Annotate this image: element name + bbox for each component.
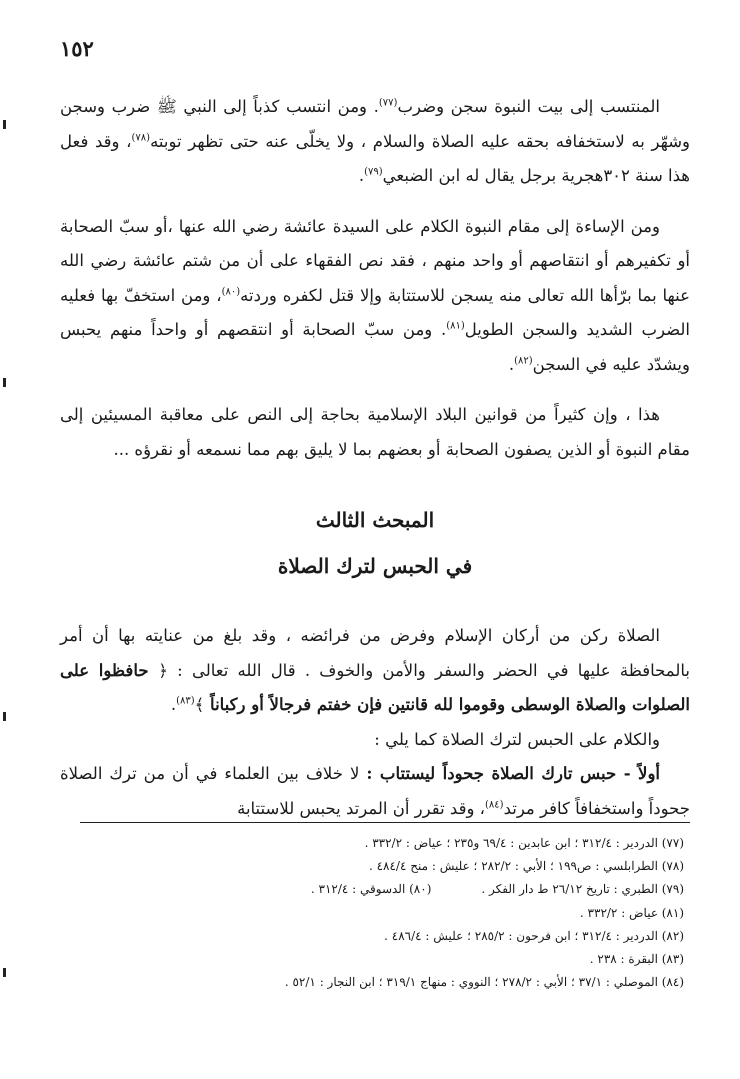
footnote <box>124 832 684 855</box>
section-heading: المبحث الثالث <box>315 508 435 532</box>
section-subheading: في الحبس لترك الصلاة <box>277 554 473 578</box>
text-run: المنتسب إلى بيت النبوة سجن وضرب <box>397 97 660 116</box>
footnote-text: البقرة : ٢٣٨ . <box>589 952 658 967</box>
text-run: . <box>358 166 365 185</box>
text-run: الصلاة ركن من أركان الإسلام وفرض من فرائضه ، وقد بلغ من عنايته بها أن أمر بالمحافظة عليها في الحضر والسفر والأمن والخوف . قال الله تعالى : ﴿ <box>60 626 690 680</box>
footnote-ref[interactable]: (٨٠) <box>221 286 241 297</box>
footnote-ref[interactable]: (٧٩) <box>364 166 383 178</box>
footnote-text: الطرابلسي : ص١٩٩ ؛ الأبي : ٢٨٢/٢ ؛ عليش : منح ٤٨٤/٤ . <box>368 859 658 874</box>
text-run: ، وقد تقرر أن المرتد يحبس للاستتابة <box>237 798 486 818</box>
text-run: . <box>170 695 177 714</box>
text-run: ، ومن استخفّ بها فعليه الضرب الشديد والسجن الطويل <box>60 285 690 339</box>
text-run: . ومن سبّ الصحابة أو انتقصهم أو واحداً منهم يحبس ويشدّد عليه في السجن <box>60 320 690 374</box>
footnote-number: (٨٤) <box>661 975 684 990</box>
footnote <box>124 925 684 948</box>
margin-mark <box>3 712 6 721</box>
footnote-ref[interactable]: (٨٢) <box>514 355 533 366</box>
footnote-ref[interactable]: (٧٨) <box>131 132 151 143</box>
subsection-lead: أولاً - حبس تارك الصلاة جحوداً ليستتاب : <box>366 764 661 783</box>
footnote <box>124 902 684 925</box>
book-page <box>60 28 690 1058</box>
footnote <box>124 971 684 994</box>
body-text <box>60 90 690 826</box>
text-run: ، وقد فعل هذا سنة ٣٠٢هجرية برجل يقال له ابن الضبعي <box>60 131 690 185</box>
text-run: ﴾ <box>194 695 205 714</box>
footnote-number: (٧٩) <box>661 882 684 897</box>
margin-mark <box>3 968 6 977</box>
page-number: ١٥٢ <box>60 36 94 61</box>
footnote-number: (٧٧) <box>661 836 684 850</box>
footnote-ref[interactable]: (٨٤) <box>485 799 504 810</box>
paragraph-1 <box>60 90 690 194</box>
footnote-ref[interactable]: (٨٣) <box>176 695 195 707</box>
footnote-inline: (٨٠) الدسوقي : ٣١٢/٤ . <box>310 882 432 897</box>
footnote <box>124 948 684 971</box>
paragraph-4 <box>60 619 690 723</box>
footnote-text: الدردير : ٣١٢/٤ ؛ ابن عابدين : ٦٩/٤ و٢٣٥ ؛ عياض : ٣٣٢/٢ . <box>364 836 658 850</box>
paragraph-5: والكلام على الحبس لترك الصلاة كما يلي : <box>374 729 660 749</box>
footnote-number: (٨٣) <box>661 952 684 967</box>
footnote-text: الموصلي : ٣٧/١ ؛ الأبي : ٢٧٨/٢ ؛ النووي : منهاج ٣١٩/١ ؛ ابن النجار : ٥٢/١ . <box>284 975 658 990</box>
text-run: . <box>508 354 515 374</box>
text-run: . ومن انتسب كذباً إلى النبي ﷺ ضرب وسجن وشهّر به لاستخفافه بحقه عليه الصلاة والسلام ، ولا يخلّى عنه حتى تظهر توبته <box>60 97 690 151</box>
paragraph-3: هذا ، وإن كثيراً من قوانين البلاد الإسلامية بحاجة إلى النص على معاقبة المسيئين إلى مقام النبوة أو الذين يصفون الصحابة أو بعضهم بما لا يليق بهم مما نسمعه أو نقرؤه ... <box>60 405 690 459</box>
footnote-text: الدردير : ٣١٢/٤ ؛ ابن فرحون : ٢٨٥/٢ ؛ عليش : ٤٨٦/٤ . <box>384 928 658 943</box>
text-run: ومن الإساءة إلى مقام النبوة الكلام على السيدة عائشة رضي الله عنها ،أو سبّ الصحابة أو تكفيرهم أو انتقاصهم أو واحد منهم ، فقد نص الفقهاء على أن من شتم عائشة رضي الله عنها بما برّأها الله تعالى منه يسجن للاستتابة وإلا قتل لكفره وردته <box>60 216 690 305</box>
paragraph-2 <box>60 210 690 383</box>
margin-mark <box>3 120 6 129</box>
margin-mark <box>3 378 6 387</box>
paragraph-6 <box>60 757 690 826</box>
footnote-text: عياض : ٣٣٢/٢ . <box>579 905 658 920</box>
footnote <box>124 855 684 878</box>
footnote-divider <box>80 822 690 823</box>
footnote-number: (٨١) <box>661 905 684 920</box>
footnote-ref[interactable]: (٨١) <box>446 320 465 332</box>
footnotes <box>124 832 684 994</box>
footnote-text: الطبري : تاريخ ٢٦/١٢ ط دار الفكر . <box>481 882 658 897</box>
footnote-number: (٧٨) <box>661 859 684 874</box>
footnote-ref[interactable]: (٧٧) <box>378 97 398 109</box>
text-run: لا خلاف بين العلماء في أن من ترك الصلاة جحوداً واستخفافاً كافر مرتد <box>60 764 690 818</box>
quran-verse: حافظوا على الصلوات والصلاة الوسطى وقوموا لله قانتين فإن خفتم فرجالاً أو ركباناً <box>60 660 690 714</box>
footnote <box>124 878 684 901</box>
footnote-number: (٨٢) <box>661 928 684 943</box>
